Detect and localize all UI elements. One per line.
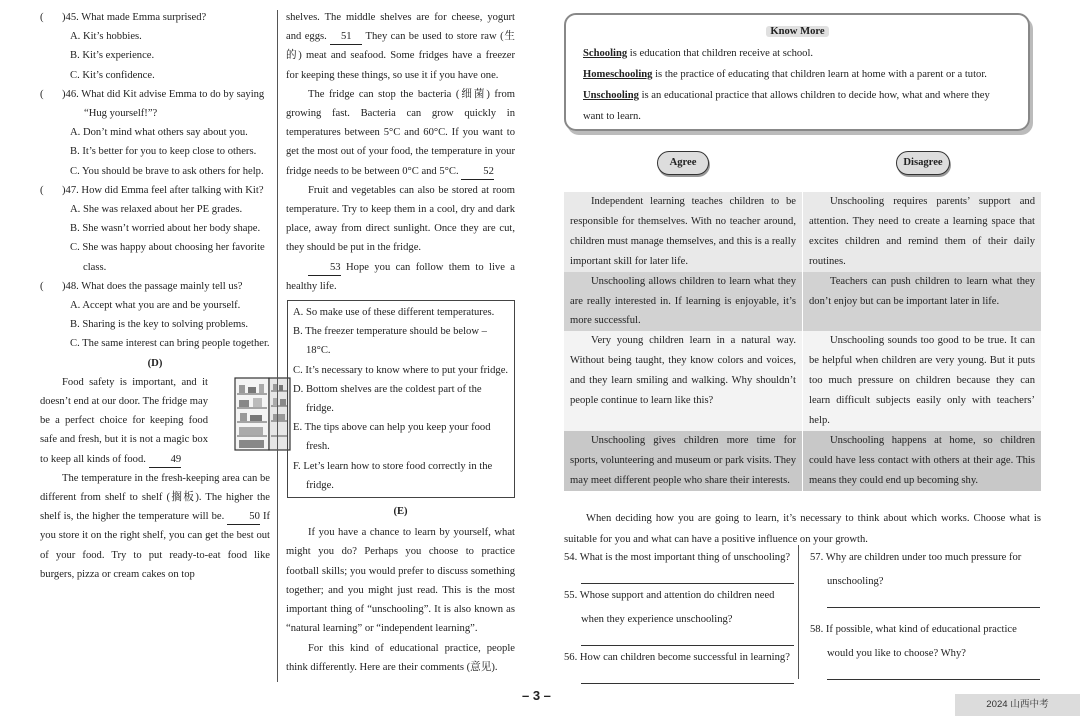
closing-paragraph: When deciding how you are going to learn, it’s necessary to think about which works. Choose what is suitable for you and what can have a positive influence on your growth.: [564, 513, 1041, 545]
q47-option-a[interactable]: A. She was relaxed about her PE grades.: [70, 204, 243, 216]
question-46-stem: )46. What did Kit advise Emma to do by saying “Hug yourself!”?: [62, 88, 265, 120]
agree-comment-3: Very young children learn in a natural way. Without being taught, they know colors and voices, and they learn smiling and walking. Why shouldn’t people continue to learn like this?: [564, 331, 802, 431]
passage-e-paragraph-2: For this kind of educational practice, people think differently. Here are their comments (意见).: [286, 642, 515, 673]
q48-option-b[interactable]: B. Sharing is the key to solving problems.: [70, 319, 249, 331]
passage-d-paragraph-3: shelves. The middle shelves are for cheese, yogurt and eggs. 51 They can be used to store raw (生的) meat and seafood. Some fridges have a freezer for keeping these things, so use it if you have one.: [286, 12, 515, 81]
section-e-heading: (E): [393, 506, 408, 518]
passage-e-paragraph-1: If you have a chance to learn by yourself, what might you do? Perhaps you choose to practice football skills; you would prefer to discuss something together; and you might just read. This is the most important thing of “unschooling”. It is also known as “natural learning” or “independent learning”.: [286, 527, 515, 635]
know-more-unschooling: Unschooling is an educational practice that allows children to decide how, what and where they want to learn.: [583, 90, 990, 122]
question-47: ( )47. How did Emma feel after talking with Kit?: [40, 181, 270, 200]
q48-option-a[interactable]: A. Accept what you are and be yourself.: [70, 300, 241, 312]
page-number: – 3 –: [522, 688, 551, 703]
question-46: ( )46. What did Kit advise Emma to do by saying “Hug yourself!”?: [40, 85, 270, 123]
opinions-grid: [564, 192, 1041, 491]
answer-line-58[interactable]: [827, 666, 1040, 680]
answer-line-57[interactable]: [827, 594, 1040, 608]
disagree-badge: Disagree: [896, 151, 950, 175]
know-more-title: Know More: [583, 25, 1012, 39]
passage-d-paragraph-5: Fruit and vegetables can also be stored at room temperature. Try to keep them in a cool, dry and dark place, away from direct sunlight. Once they are cut, they should be put in the fridge.: [286, 184, 515, 254]
answer-line-56[interactable]: [581, 670, 794, 684]
section-d-heading: (D): [147, 357, 163, 369]
option-a: A. So make use of these different temperatures.: [293, 307, 495, 319]
option-b: B. The freezer temperature should be below –18°C.: [293, 326, 487, 357]
option-c: C. It’s necessary to know where to put your fridge.: [293, 364, 509, 376]
option-e: E. The tips above can help you keep your food fresh.: [293, 422, 491, 453]
opinion-row-1: [564, 192, 1041, 272]
q45-option-a[interactable]: A. Kit’s hobbies.: [70, 31, 142, 43]
options-box: [287, 300, 515, 498]
option-d: D. Bottom shelves are the coldest part of the fridge.: [293, 383, 482, 415]
question-48-stem: )48. What does the passage mainly tell us?: [62, 280, 243, 292]
blank-53[interactable]: 53: [308, 260, 341, 276]
q45-option-c[interactable]: C. Kit’s confidence.: [70, 69, 155, 81]
passage-d-paragraph-2: The temperature in the fresh-keeping area can be different from shelf to shelf (搁板). The higher the shelf is, the higher the temperature will be. 50 If you store it on the right shelf, you can get the best out of your food. Try to put ready-to-eat food like burgers, pizza or cream cakes on top: [40, 472, 270, 580]
blank-52[interactable]: 52: [461, 164, 494, 180]
q46-option-b[interactable]: B. It’s better for you to keep close to others.: [70, 146, 257, 158]
column-3: [564, 8, 1042, 663]
question-54: 54. What is the most important thing of unschooling?: [564, 546, 794, 584]
opinion-row-3: [564, 331, 1041, 431]
know-more-schooling: Schooling is education that children receive at school.: [583, 48, 814, 59]
disagree-comment-3: Unschooling sounds too good to be true. It can be helpful when children are very young. But it puts too much pressure on children because they can learn difficult subjects easily only with teachers’ help.: [803, 331, 1041, 431]
exam-footer-label: 2024 山西中考: [955, 694, 1080, 716]
column-2: [286, 8, 515, 677]
answer-line-54[interactable]: [581, 570, 794, 584]
passage-d-paragraph-1: Food safety is important, and it doesn’t end at our door. The fridge may be a perfect choice for keeping food safe and fresh, but it is not a magic box to keep all kinds of food. 49: [40, 373, 270, 469]
question-45: ( )45. What made Emma surprised?: [40, 8, 270, 27]
q46-option-c[interactable]: C. You should be brave to ask others for help.: [70, 165, 264, 177]
agree-comment-2: Unschooling allows children to learn what they are really interested in. If learning is enjoyable, it’s more successful.: [564, 272, 802, 332]
blank-50[interactable]: 50: [227, 509, 260, 525]
opinion-row-2: [564, 272, 1041, 332]
option-f: F. Let’s learn how to store food correctly in the fridge.: [293, 460, 493, 491]
question-48: ( )48. What does the passage mainly tell us?: [40, 277, 270, 296]
blank-49[interactable]: 49: [149, 452, 182, 468]
fridge-icon: [234, 376, 292, 452]
fridge-illustration: [212, 376, 270, 452]
q47-option-c[interactable]: C. She was happy about choosing her favorite class.: [70, 242, 265, 273]
questions-divider: [798, 545, 799, 679]
question-58: 58. If possible, what kind of educational practice would you like to choose? Why?: [810, 618, 1040, 680]
question-47-stem: )47. How did Emma feel after talking with Kit?: [62, 184, 264, 196]
passage-d-paragraph-4: The fridge can stop the bacteria (细菌) from growing fast. Bacteria can grow quickly in temperatures between 5°C and 60°C. If you want to get the most out of your food, the temperature in your fridge needs to be between 0°C and 5°C. 52: [286, 85, 515, 181]
q47-option-b[interactable]: B. She wasn’t worried about her body shape.: [70, 223, 261, 235]
q45-option-b[interactable]: B. Kit’s experience.: [70, 50, 155, 62]
agree-badge: Agree: [657, 151, 709, 175]
agree-comment-1: Independent learning teaches children to be responsible for themselves. With no teacher around, children must manage themselves, and this is a really important skill for later life.: [564, 192, 802, 272]
answer-line-55[interactable]: [581, 632, 794, 646]
agree-comment-4: Unschooling gives children more time for sports, volunteering and museum or park visits. They may meet different people who share their interests.: [564, 431, 802, 491]
question-56: 56. How can children become successful in learning?: [564, 646, 794, 684]
blank-51[interactable]: 51: [330, 29, 362, 45]
q46-option-a[interactable]: A. Don’t mind what others say about you.: [70, 127, 248, 139]
opinion-row-4: [564, 431, 1041, 491]
disagree-comment-4: Unschooling happens at home, so children could have less contact with others at their age. This means they could end up becoming shy.: [803, 431, 1041, 491]
column-1: [40, 8, 270, 584]
know-more-homeschooling: Homeschooling is the practice of educating that children learn at home with a parent or a tutor.: [583, 69, 987, 80]
q48-option-c[interactable]: C. The same interest can bring people together.: [70, 338, 270, 350]
know-more-box: [564, 13, 1030, 131]
disagree-comment-1: Unschooling requires parents’ support and attention. They need to create a learning space that excites children and remind them of their daily routines.: [803, 192, 1041, 272]
column-divider: [277, 10, 278, 682]
question-57: 57. Why are children under too much pressure for unschooling?: [810, 546, 1040, 608]
disagree-comment-2: Teachers can push children to learn what they don’t enjoy but can be important later in life.: [803, 272, 1041, 332]
passage-d-paragraph-6: 53 Hope you can follow them to live a healthy life.: [286, 261, 515, 292]
question-45-stem: )45. What made Emma surprised?: [62, 12, 207, 23]
question-55: 55. Whose support and attention do children need when they experience unschooling?: [564, 584, 794, 646]
